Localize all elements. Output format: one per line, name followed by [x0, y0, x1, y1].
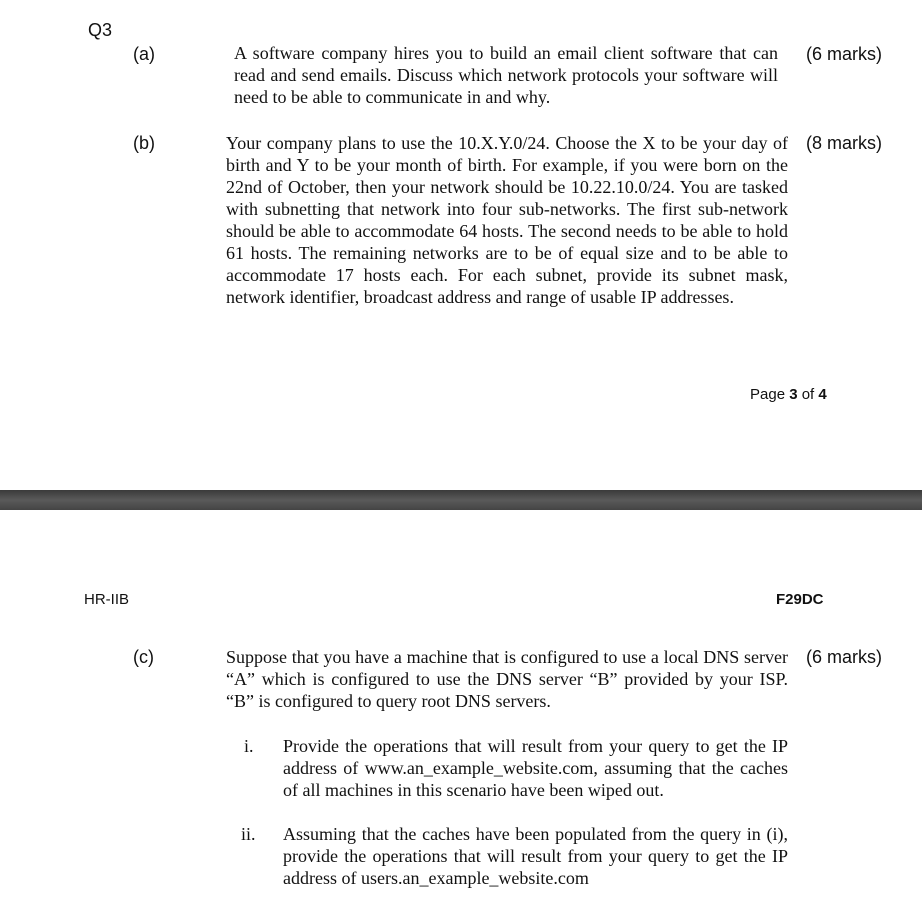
item-i-number: i.: [244, 736, 254, 756]
header-left-code: HR-IIB: [84, 591, 129, 608]
part-a-label: (a): [133, 44, 155, 64]
item-ii-text: Assuming that the caches have been populated from the query in (i), provide the operations that will result from your query to get the IP address of users.an_example_website.com: [283, 824, 788, 888]
part-c-marks: (6 marks): [806, 647, 882, 667]
part-b-text: Your company plans to use the 10.X.Y.0/24. Choose the X to be your day of birth and Y to be your month of birth. For example, if you were born on the 22nd of October, then your network should be 10.22.10.0/24. You are tasked with subnetting that network into four sub-networks. The first sub-network should be able to accommodate 64 hosts. The second needs to be able to hold 61 hosts. The remaining networks are to be of equal size and to be able to accommodate 17 hosts each. For each subnet, provide its subnet mask, network identifier, broadcast address and range of usable IP addresses.: [226, 133, 788, 307]
page-number: Page 3 of 4: [750, 386, 827, 403]
part-c-label: (c): [133, 647, 154, 667]
header-right-code: F29DC: [776, 591, 824, 608]
item-i-text: Provide the operations that will result from your query to get the IP address of www.an_example_website.com, assuming that the caches of all machines in this scenario have been wiped out.: [283, 736, 788, 800]
part-a-text: A software company hires you to build an email client software that can read and send emails. Discuss which network protocols your software will need to be able to communicate in and why.: [234, 43, 778, 107]
item-ii-number: ii.: [241, 824, 256, 844]
part-b-label: (b): [133, 133, 155, 153]
part-a-marks: (6 marks): [806, 44, 882, 64]
page-separator: [0, 490, 922, 510]
part-c-text: Suppose that you have a machine that is configured to use a local DNS server “A” which is configured to use the DNS server “B” provided by your ISP. “B” is configured to query root DNS servers.: [226, 647, 788, 711]
part-b-marks: (8 marks): [806, 133, 882, 153]
question-number: Q3: [88, 20, 113, 40]
